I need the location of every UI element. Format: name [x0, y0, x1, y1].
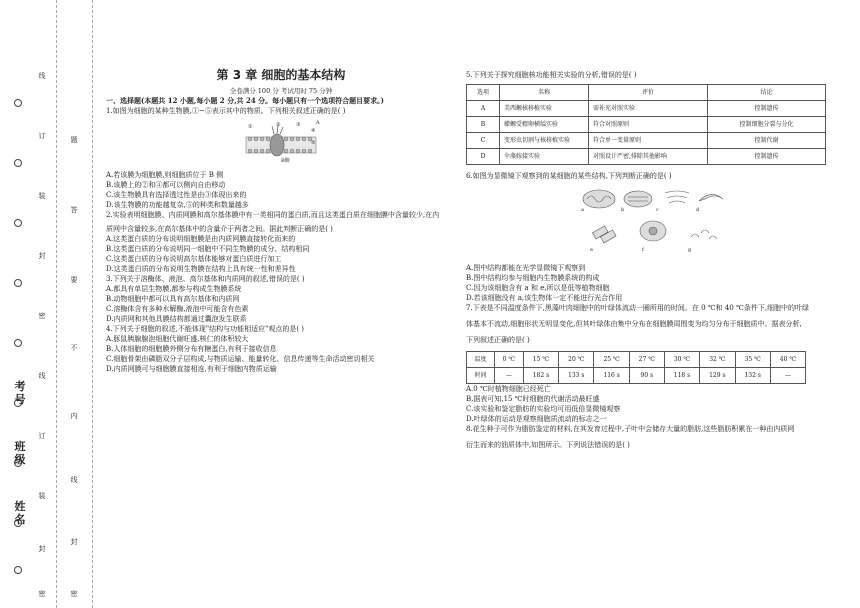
q6-option: B.图中结构均参与细胞内生物膜系统的构成: [466, 274, 600, 282]
q5-cell: 控制细胞分裂与分化: [708, 117, 826, 133]
q5-header: 名称: [500, 85, 589, 101]
binding-char: 线: [38, 372, 46, 380]
q5-cell: 控制代谢: [708, 133, 826, 149]
instruction-char: 内: [70, 412, 78, 420]
q7-option: B.据表可知,15 ℃时细胞的代谢活动最旺盛: [466, 395, 600, 403]
q1-option: C.该生物膜具有选择透过性是由③体现出来的: [106, 191, 247, 199]
q5-header: 结论: [708, 85, 826, 101]
binding-char: 装: [38, 492, 46, 500]
instruction-char: 线: [70, 476, 78, 484]
binding-hole: [14, 339, 22, 347]
q5-table: [466, 84, 826, 165]
question-4: 4.下列关于细胞的叙述,不能体现"结构与功能相适应"观点的是( ): [106, 325, 305, 333]
q6-option: D.若该细胞没有 a,该生物体一定不能进行光合作用: [466, 294, 623, 302]
question-6: 6.如图为显微镜下观察到的某细胞的某些结构,下列判断正确的是( ): [466, 172, 672, 180]
question-2: 2.实验表明细胞膜、内质网膜和高尔基体膜中有一类相同的蛋白质,而且这类蛋白质在细胞膜中含量较少,在内: [106, 211, 440, 219]
fig1-label: A: [316, 120, 320, 126]
question-5: 5.下列关于探究细胞核功能相关实验的分析,错误的是( ): [466, 71, 637, 79]
question-1: 1.如图为细胞的某种生物膜,①~⑤表示其中的物质。下列相关叙述正确的是( ): [106, 107, 346, 115]
binding-hole: [14, 566, 22, 574]
fig1-label: ⑤: [311, 140, 316, 146]
binding-char: 订: [38, 432, 46, 440]
q7-time: 182 s: [523, 368, 558, 384]
q5-cell: 符合对照原则: [589, 117, 708, 133]
q7-time: —: [495, 368, 524, 384]
question-7-cont: 下列叙述正确的是( ): [466, 336, 530, 344]
q7-temp: 40 ℃: [770, 352, 805, 368]
q7-temp: 27 ℃: [629, 352, 664, 368]
fig6-label: c: [656, 207, 659, 213]
binding-hole: [14, 279, 22, 287]
q7-temp: 15 ℃: [523, 352, 558, 368]
fig6-label: g: [688, 247, 692, 253]
q2-option: A.这类蛋白质的分布说明细胞膜是由内质网膜直接转化而来的: [106, 235, 296, 243]
q2-option: C.这类蛋白质的分布说明高尔基体能够对蛋白质进行加工: [106, 255, 282, 263]
q5-cell: A: [467, 101, 500, 117]
instruction-char: 封: [70, 538, 78, 546]
fig6-label: d: [696, 207, 700, 213]
field-name: 姓名: [14, 500, 26, 526]
q5-header: 评价: [589, 85, 708, 101]
q5-cell: 蝾螈受精卵横缢实验: [500, 117, 589, 133]
q2-option: B.这类蛋白质的分布说明同一细胞中不同生物膜的成分、结构相同: [106, 245, 310, 253]
q7-temp: 35 ℃: [735, 352, 770, 368]
q7-time: 118 s: [664, 368, 699, 384]
q7-temp: 30 ℃: [664, 352, 699, 368]
q5-cell: D: [467, 149, 500, 165]
q6-option: C.因为该细胞含有 a 和 e,所以是低等植物细胞: [466, 284, 610, 292]
q4-option: C.细胞骨架由磷脂双分子层构成,与物质运输、能量转化、信息传递等生命活动密切相关: [106, 355, 375, 363]
fig6-label: a: [581, 207, 584, 213]
question-2-cont: 质网中含量较多,在高尔基体中的含量介于两者之间。据此判断正确的是( ): [106, 225, 333, 233]
cut-line: [92, 0, 93, 608]
question-7-cont: 体基本不流动,细胞形状无明显变化,但其叶绿体由集中分布在细胞膜周围变为均匀分布于细胞质中。据表分析,: [466, 320, 802, 328]
fig1-label: ③: [296, 122, 301, 128]
binding-char: 密: [38, 312, 46, 320]
question-3: 3.下列关于溶酶体、液泡、高尔基体和内质网的叙述,错误的是( ): [106, 275, 305, 283]
instruction-char: 答: [70, 206, 78, 214]
q6-option: A.图中结构都能在光学显微镜下观察到: [466, 264, 586, 272]
fig1-label: ④: [311, 128, 316, 134]
binding-hole: [14, 159, 22, 167]
left-column: [106, 64, 456, 374]
binding-char: 封: [38, 545, 46, 553]
q5-cell: 控制遗传: [708, 101, 826, 117]
q4-option: D.内质网膜可与细胞膜直接相连,有利于细胞内物质运输: [106, 365, 277, 373]
q7-row-label: 温度: [467, 352, 495, 368]
q5-cell: C: [467, 133, 500, 149]
q5-cell: 控制遗传: [708, 149, 826, 165]
fig1-label: ①: [248, 124, 253, 130]
q5-cell: 对照设计严密,排除其他影响: [589, 149, 708, 165]
binding-margin-outer: [10, 0, 30, 608]
q7-temp: 0 ℃: [495, 352, 524, 368]
q5-cell: 符合单一变量原则: [589, 133, 708, 149]
q7-temp: 25 ℃: [594, 352, 629, 368]
instruction-char: 不: [70, 344, 78, 352]
question-8-cont: 衍生而来的油质体中,如图所示。下列说法错误的是( ): [466, 441, 630, 449]
q5-cell: 变形虫切割与核移植实验: [500, 133, 589, 149]
q5-header: 选项: [467, 85, 500, 101]
q7-temp: 20 ℃: [559, 352, 594, 368]
q7-time: 132 s: [735, 368, 770, 384]
fig1-label: B侧: [281, 158, 290, 164]
page-subtitle: 全卷满分 100 分 考试用时 75 分钟: [229, 87, 333, 95]
q3-option: B.动物细胞中都可以具有高尔基体和内质网: [106, 295, 240, 303]
q7-row-label: 时间: [467, 368, 495, 384]
fig6-label: b: [621, 207, 625, 213]
q7-table: [466, 351, 806, 384]
q4-option: A.豚鼠胰腺腺泡细胞代谢旺盛,核仁的体积较大: [106, 335, 249, 343]
q1-option: B.该膜上的②和④都可以侧向自由移动: [106, 181, 226, 189]
q3-option: A.都具有单层生物膜,都参与构成生物膜系统: [106, 285, 242, 293]
q4-option: B.人体细胞的细胞膜外侧分布有糖蛋白,有利于接收信息: [106, 345, 277, 353]
instruction-char: 密: [70, 590, 78, 598]
field-class: 班级: [14, 440, 26, 466]
instruction-char: 要: [70, 276, 78, 284]
q7-time: 133 s: [559, 368, 594, 384]
instruction-char: 题: [70, 136, 78, 144]
organelles-figure: [581, 185, 731, 263]
field-exam-number: 考号: [14, 380, 26, 406]
no-answer-column: [64, 0, 84, 608]
q5-cell: B: [467, 117, 500, 133]
binding-chars-column: [32, 0, 52, 608]
fig6-label: f: [642, 247, 644, 253]
binding-hole: [14, 99, 22, 107]
binding-hole: [14, 219, 22, 227]
q2-option: D.这类蛋白质的分布说明生物膜在结构上具有统一性和差异性: [106, 265, 296, 273]
binding-char: 订: [38, 132, 46, 140]
q1-option: D.该生物膜的功能越复杂,⑤的种类和数量越多: [106, 201, 249, 209]
page-title: 第 3 章 细胞的基本结构: [216, 68, 346, 82]
fig6-label: e: [590, 247, 593, 253]
q1-option: A.若该膜为细胞膜,则细胞质位于 B 侧: [106, 171, 224, 179]
q7-time: 116 s: [594, 368, 629, 384]
section-heading: 一、选择题(本题共 12 小题,每小题 2 分,共 24 分。每小题只有一个选项符合题目要求。): [106, 96, 384, 105]
question-8: 8.花生种子可作为脂肪鉴定的材料,在其发育过程中,子叶中会储存大量的脂肪,这些脂肪积累在一种由内质网: [466, 425, 795, 433]
cut-line: [56, 0, 57, 608]
q7-temp: 32 ℃: [700, 352, 735, 368]
right-column: [466, 70, 846, 450]
q3-option: D.内质网和其他具膜结构都通过囊泡发生联系: [106, 315, 247, 323]
q7-time: —: [770, 368, 805, 384]
binding-char: 线: [38, 72, 46, 80]
question-7: 7.下表是不同温度条件下,黑藻叶肉细胞中的叶绿体流动一圈所用的时间。在 0 ℃和 40 ℃条件下,细胞中的叶绿: [466, 304, 810, 312]
q7-time: 90 s: [629, 368, 664, 384]
binding-char: 密: [38, 590, 46, 598]
binding-char: 装: [38, 192, 46, 200]
q7-option: D.叶绿体的运动是观察细胞质流动的标志之一: [466, 415, 607, 423]
q5-cell: 美西螈核移植实验: [500, 101, 589, 117]
q7-time: 129 s: [700, 368, 735, 384]
q7-option: A.0 ℃时植物细胞已经死亡: [466, 385, 551, 393]
q5-cell: 需补充对照实验: [589, 101, 708, 117]
binding-char: 封: [38, 252, 46, 260]
q3-option: C.溶酶体含有多种水解酶,液泡中可能含有色素: [106, 305, 249, 313]
q5-cell: 伞藻嫁接实验: [500, 149, 589, 165]
q7-option: C.该实验和鉴定脂肪的实验均可用低倍显微镜观察: [466, 405, 621, 413]
fig1-label: ②: [276, 122, 281, 128]
